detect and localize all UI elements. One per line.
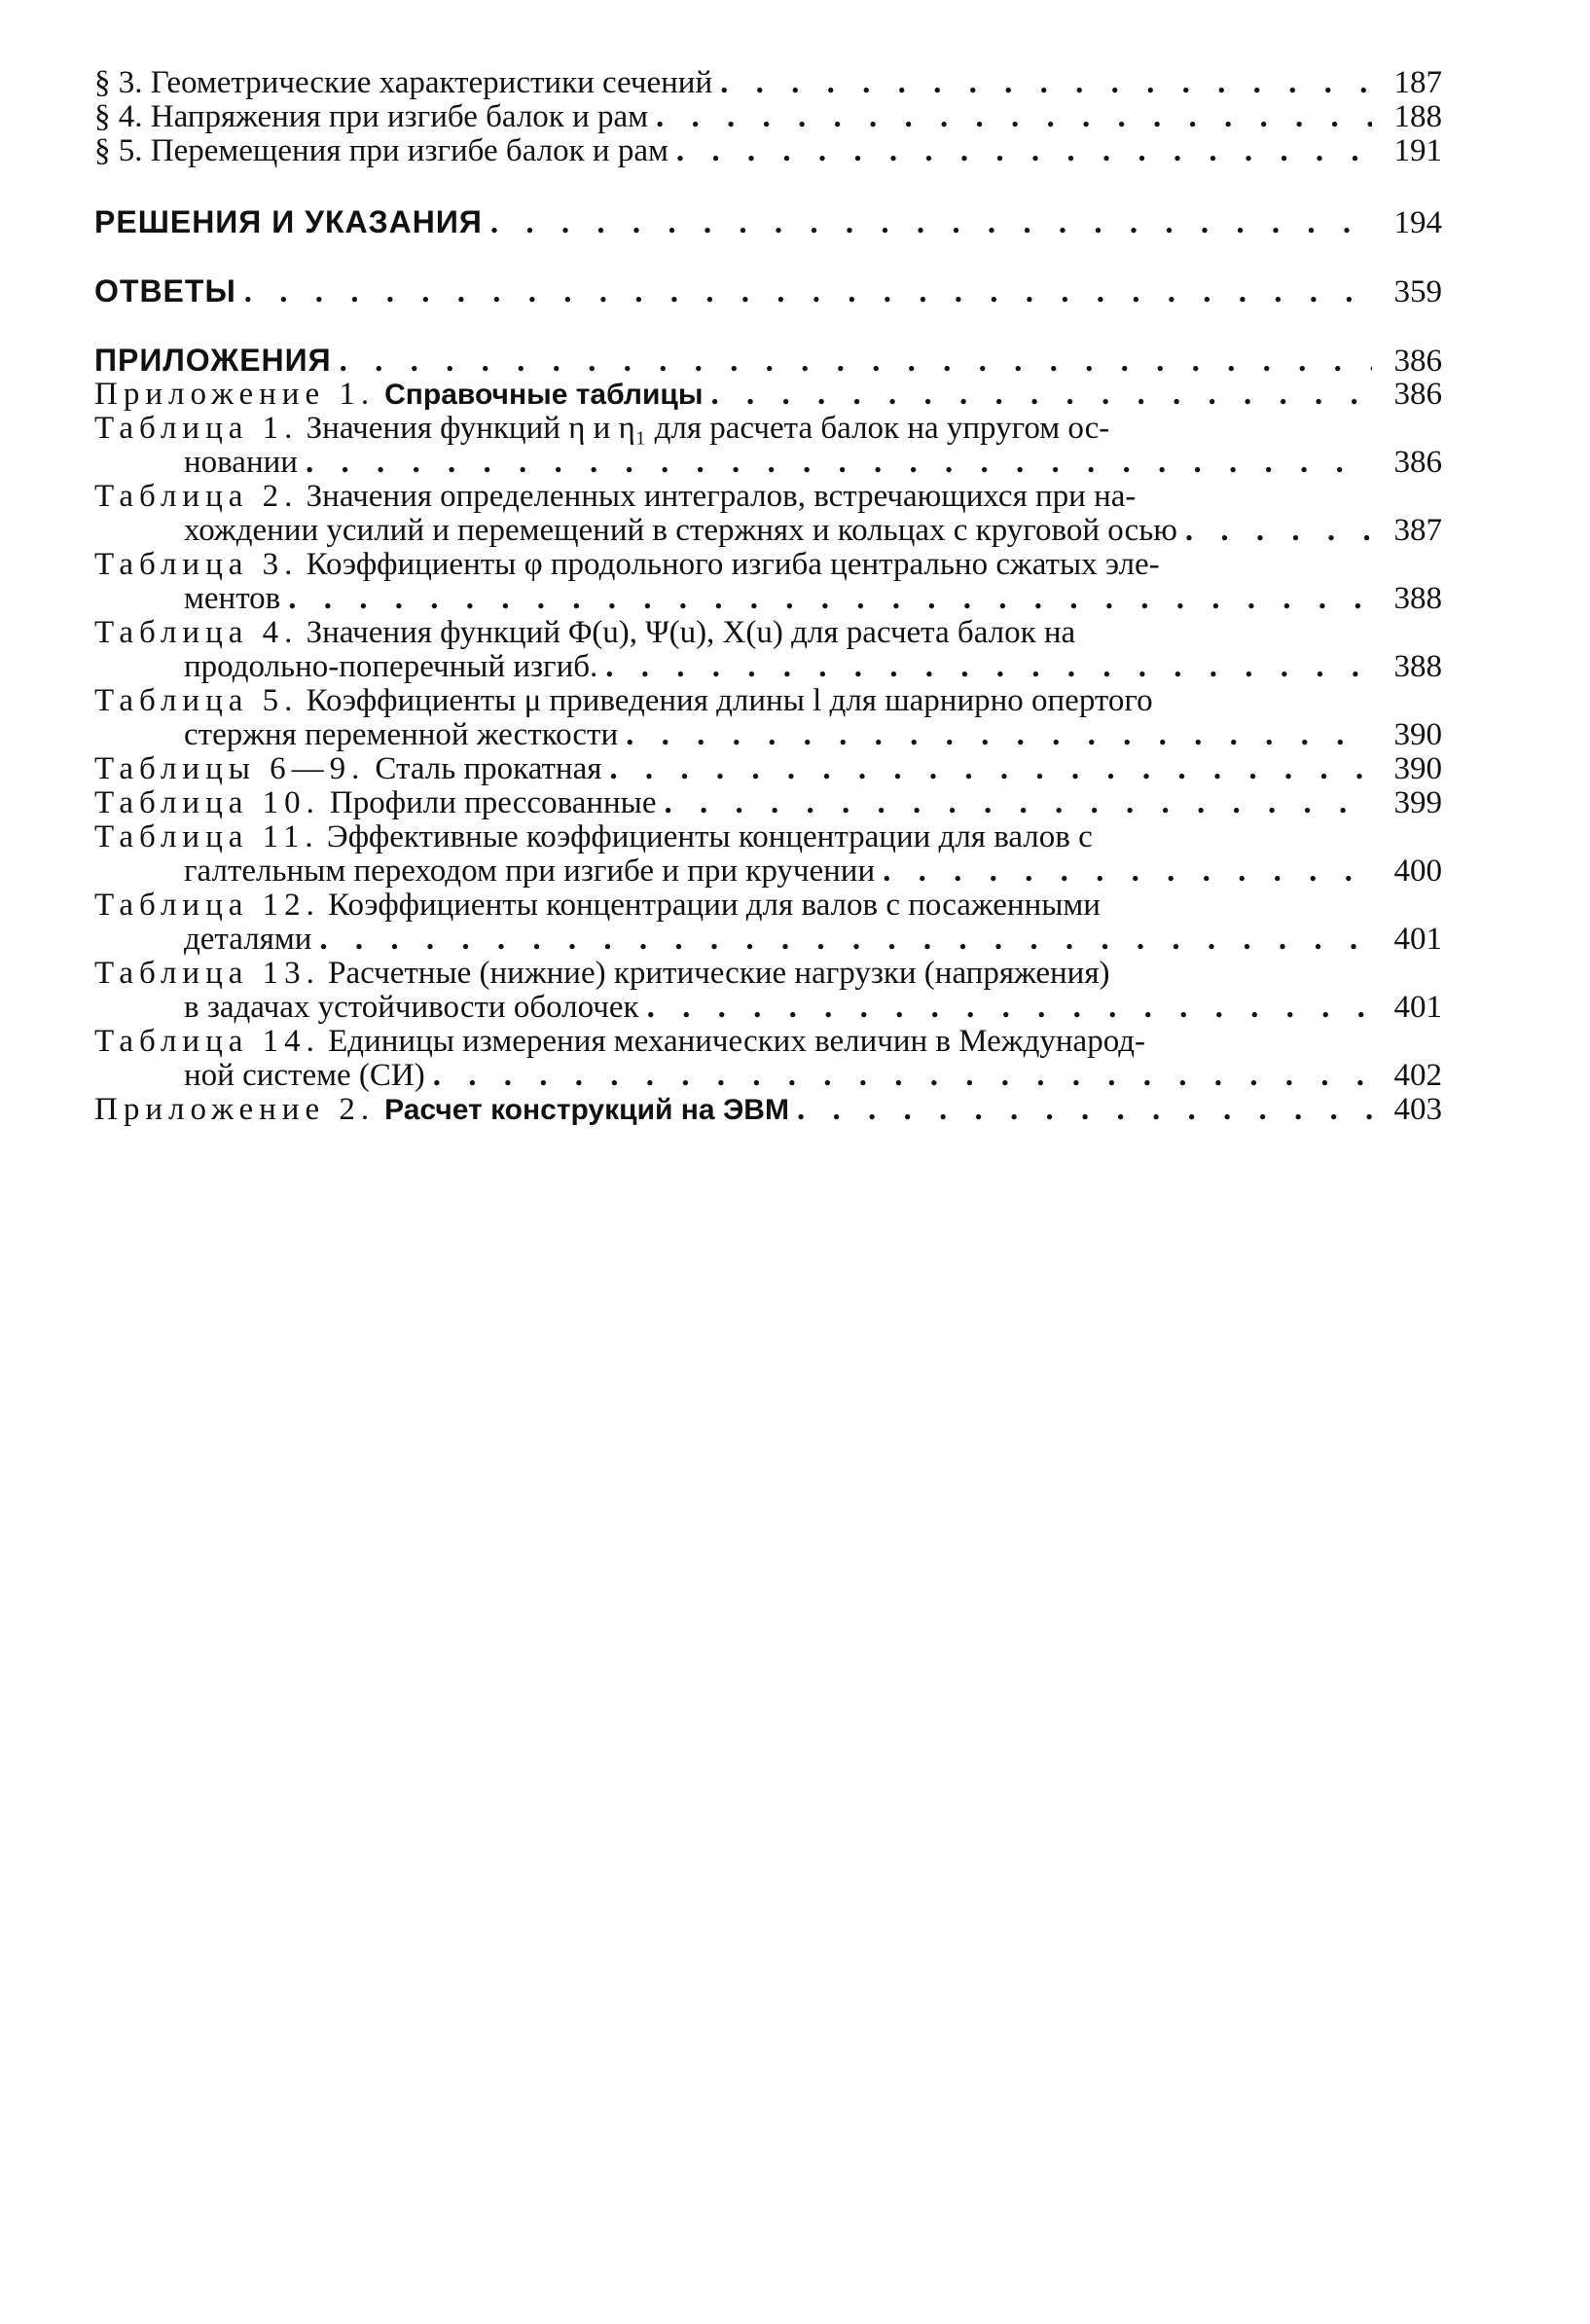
toc-entry-title-line1: Единицы измерения механических величин в Международ-	[328, 1025, 1146, 1059]
toc-entry-label: § 4. Напряжения при изгибе балок и рам	[94, 99, 649, 134]
toc-page-number: 387	[1393, 513, 1442, 548]
toc-entry-section-5[interactable]	[94, 134, 1442, 168]
toc-entry-title-line2: стержня переменной жесткости	[184, 717, 619, 752]
toc-page-number: 403	[1393, 1092, 1442, 1127]
dot-leader	[609, 752, 1372, 786]
toc-entry-prefix: Таблица 10.	[94, 785, 320, 820]
toc-entry-title-line2: новании	[184, 445, 298, 480]
toc-entry-prefix: Приложение 1.	[94, 377, 376, 412]
toc-entry-title: Расчет конструкций на ЭВМ	[384, 1094, 789, 1126]
toc-entry-solutions[interactable]	[94, 205, 1442, 239]
toc-entry-title: Профили прессованные	[329, 785, 657, 820]
toc-entry-prefix: Таблица 13.	[94, 957, 320, 991]
toc-page-number: 388	[1393, 649, 1442, 684]
toc-entry-title-line2: хождении усилий и перемещений в стержнях и кольцах с круговой осью	[184, 513, 1177, 548]
dot-leader	[340, 345, 1372, 379]
toc-heading-label: ОТВЕТЫ	[94, 273, 236, 309]
toc-page-number: 359	[1393, 274, 1442, 309]
toc-entry-prefix: Таблица 2.	[94, 480, 299, 514]
toc-entry-table-13[interactable]	[94, 957, 1442, 1025]
toc-entry-label: § 3. Геометрические характеристики сечений	[94, 65, 713, 100]
toc-entry-prefix: Таблица 4.	[94, 616, 299, 650]
dot-leader	[647, 991, 1372, 1025]
dot-leader	[319, 923, 1372, 957]
toc-entry-prefix: Таблица 11.	[94, 820, 319, 854]
toc-page-number: 386	[1393, 377, 1442, 412]
toc-page-number: 399	[1393, 785, 1442, 820]
toc-entry-title-line1: Значения определенных интегралов, встречающихся при на-	[306, 480, 1137, 514]
toc-entry-label: § 5. Перемещения при изгибе балок и рам	[94, 133, 669, 168]
toc-page-number: 401	[1393, 990, 1442, 1025]
toc-page-number: 386	[1393, 344, 1442, 379]
toc-page-number: 400	[1393, 853, 1442, 889]
toc-entry-prefix: Таблица 3.	[94, 548, 299, 582]
toc-entry-table-11[interactable]	[94, 820, 1442, 889]
dot-leader	[676, 134, 1372, 168]
toc-entry-title-line2: ментов	[184, 581, 281, 616]
toc-entry-tables-6-9[interactable]	[94, 752, 1442, 786]
toc-entry-table-14[interactable]	[94, 1025, 1442, 1093]
toc-heading-label: ПРИЛОЖЕНИЯ	[94, 343, 332, 378]
toc-entry-title: Сталь прокатная	[375, 751, 602, 786]
dot-leader	[288, 582, 1372, 616]
dot-leader	[1185, 514, 1372, 548]
toc-page-number: 390	[1393, 751, 1442, 786]
dot-leader	[244, 275, 1372, 309]
dot-leader	[626, 718, 1372, 752]
toc-entry-title-line1: Коэффициенты φ продольного изгиба центрально сжатых эле-	[306, 548, 1160, 582]
dot-leader	[490, 206, 1372, 240]
toc-entry-section-4[interactable]	[94, 100, 1442, 134]
toc-entry-title-line1: Коэффициенты концентрации для валов с посаженными	[328, 889, 1101, 923]
toc-entry-prefix: Таблицы 6—9.	[94, 751, 366, 786]
toc-entry-answers[interactable]	[94, 274, 1442, 309]
toc-page-number: 187	[1393, 65, 1442, 100]
toc-entry-title-line2: галтельным переходом при изгибе и при кручении	[184, 853, 876, 889]
toc-page-number: 386	[1393, 445, 1442, 480]
toc-page-number: 388	[1393, 581, 1442, 616]
dot-leader	[710, 378, 1372, 412]
toc-entry-title-line1: Эффективные коэффициенты концентрации для валов с	[326, 820, 1093, 854]
toc-entry-table-12[interactable]	[94, 889, 1442, 957]
toc-entry-table-3[interactable]	[94, 548, 1442, 616]
toc-page-number: 188	[1393, 99, 1442, 134]
toc-page-number: 390	[1393, 717, 1442, 752]
dot-leader	[605, 650, 1372, 684]
toc-entry-title-line2: деталями	[184, 922, 312, 957]
toc-entry-title-line2: в задачах устойчивости оболочек	[184, 990, 639, 1025]
toc-entry-prefix: Таблица 12.	[94, 889, 320, 923]
toc-entry-title-line2: продольно-поперечный изгиб.	[184, 649, 598, 684]
toc-entry-appendix-2[interactable]	[94, 1093, 1442, 1127]
toc-entry-table-4[interactable]	[94, 616, 1442, 684]
toc-page-number: 191	[1393, 133, 1442, 168]
toc-entry-prefix: Таблица 5.	[94, 684, 299, 718]
dot-leader	[797, 1093, 1372, 1127]
dot-leader	[656, 100, 1372, 134]
dot-leader	[306, 446, 1372, 480]
toc-entry-table-2[interactable]	[94, 480, 1442, 548]
toc-entry-title-line1: Значения функций η и η₁ для расчета балок на упругом ос-	[306, 412, 1110, 446]
table-of-contents	[94, 66, 1442, 1127]
dot-leader	[433, 1059, 1372, 1093]
toc-entry-prefix: Приложение 2.	[94, 1092, 376, 1127]
dot-leader	[883, 854, 1372, 889]
dot-leader	[720, 66, 1372, 100]
toc-entry-appendices[interactable]	[94, 344, 1442, 378]
toc-entry-section-3[interactable]	[94, 66, 1442, 100]
toc-entry-prefix: Таблица 14.	[94, 1025, 320, 1059]
toc-page-number: 401	[1393, 922, 1442, 957]
toc-entry-appendix-1[interactable]	[94, 378, 1442, 412]
dot-leader	[665, 786, 1373, 820]
toc-entry-prefix: Таблица 1.	[94, 412, 299, 446]
toc-entry-title-line1: Коэффициенты μ приведения длины l для шарнирно опертого	[306, 684, 1153, 718]
toc-heading-label: РЕШЕНИЯ И УКАЗАНИЯ	[94, 204, 483, 239]
toc-entry-table-10[interactable]	[94, 786, 1442, 820]
toc-entry-title-line1: Расчетные (нижние) критические нагрузки (напряжения)	[328, 957, 1110, 991]
toc-page-number: 194	[1393, 205, 1442, 240]
toc-entry-title-line2: ной системе (СИ)	[184, 1058, 425, 1093]
toc-entry-title: Справочные таблицы	[384, 379, 704, 411]
toc-page-number: 402	[1393, 1058, 1442, 1093]
toc-entry-table-5[interactable]	[94, 684, 1442, 752]
toc-entry-title-line1: Значения функций Φ(u), Ψ(u), X(u) для расчета балок на	[306, 616, 1076, 650]
toc-entry-table-1[interactable]	[94, 412, 1442, 480]
